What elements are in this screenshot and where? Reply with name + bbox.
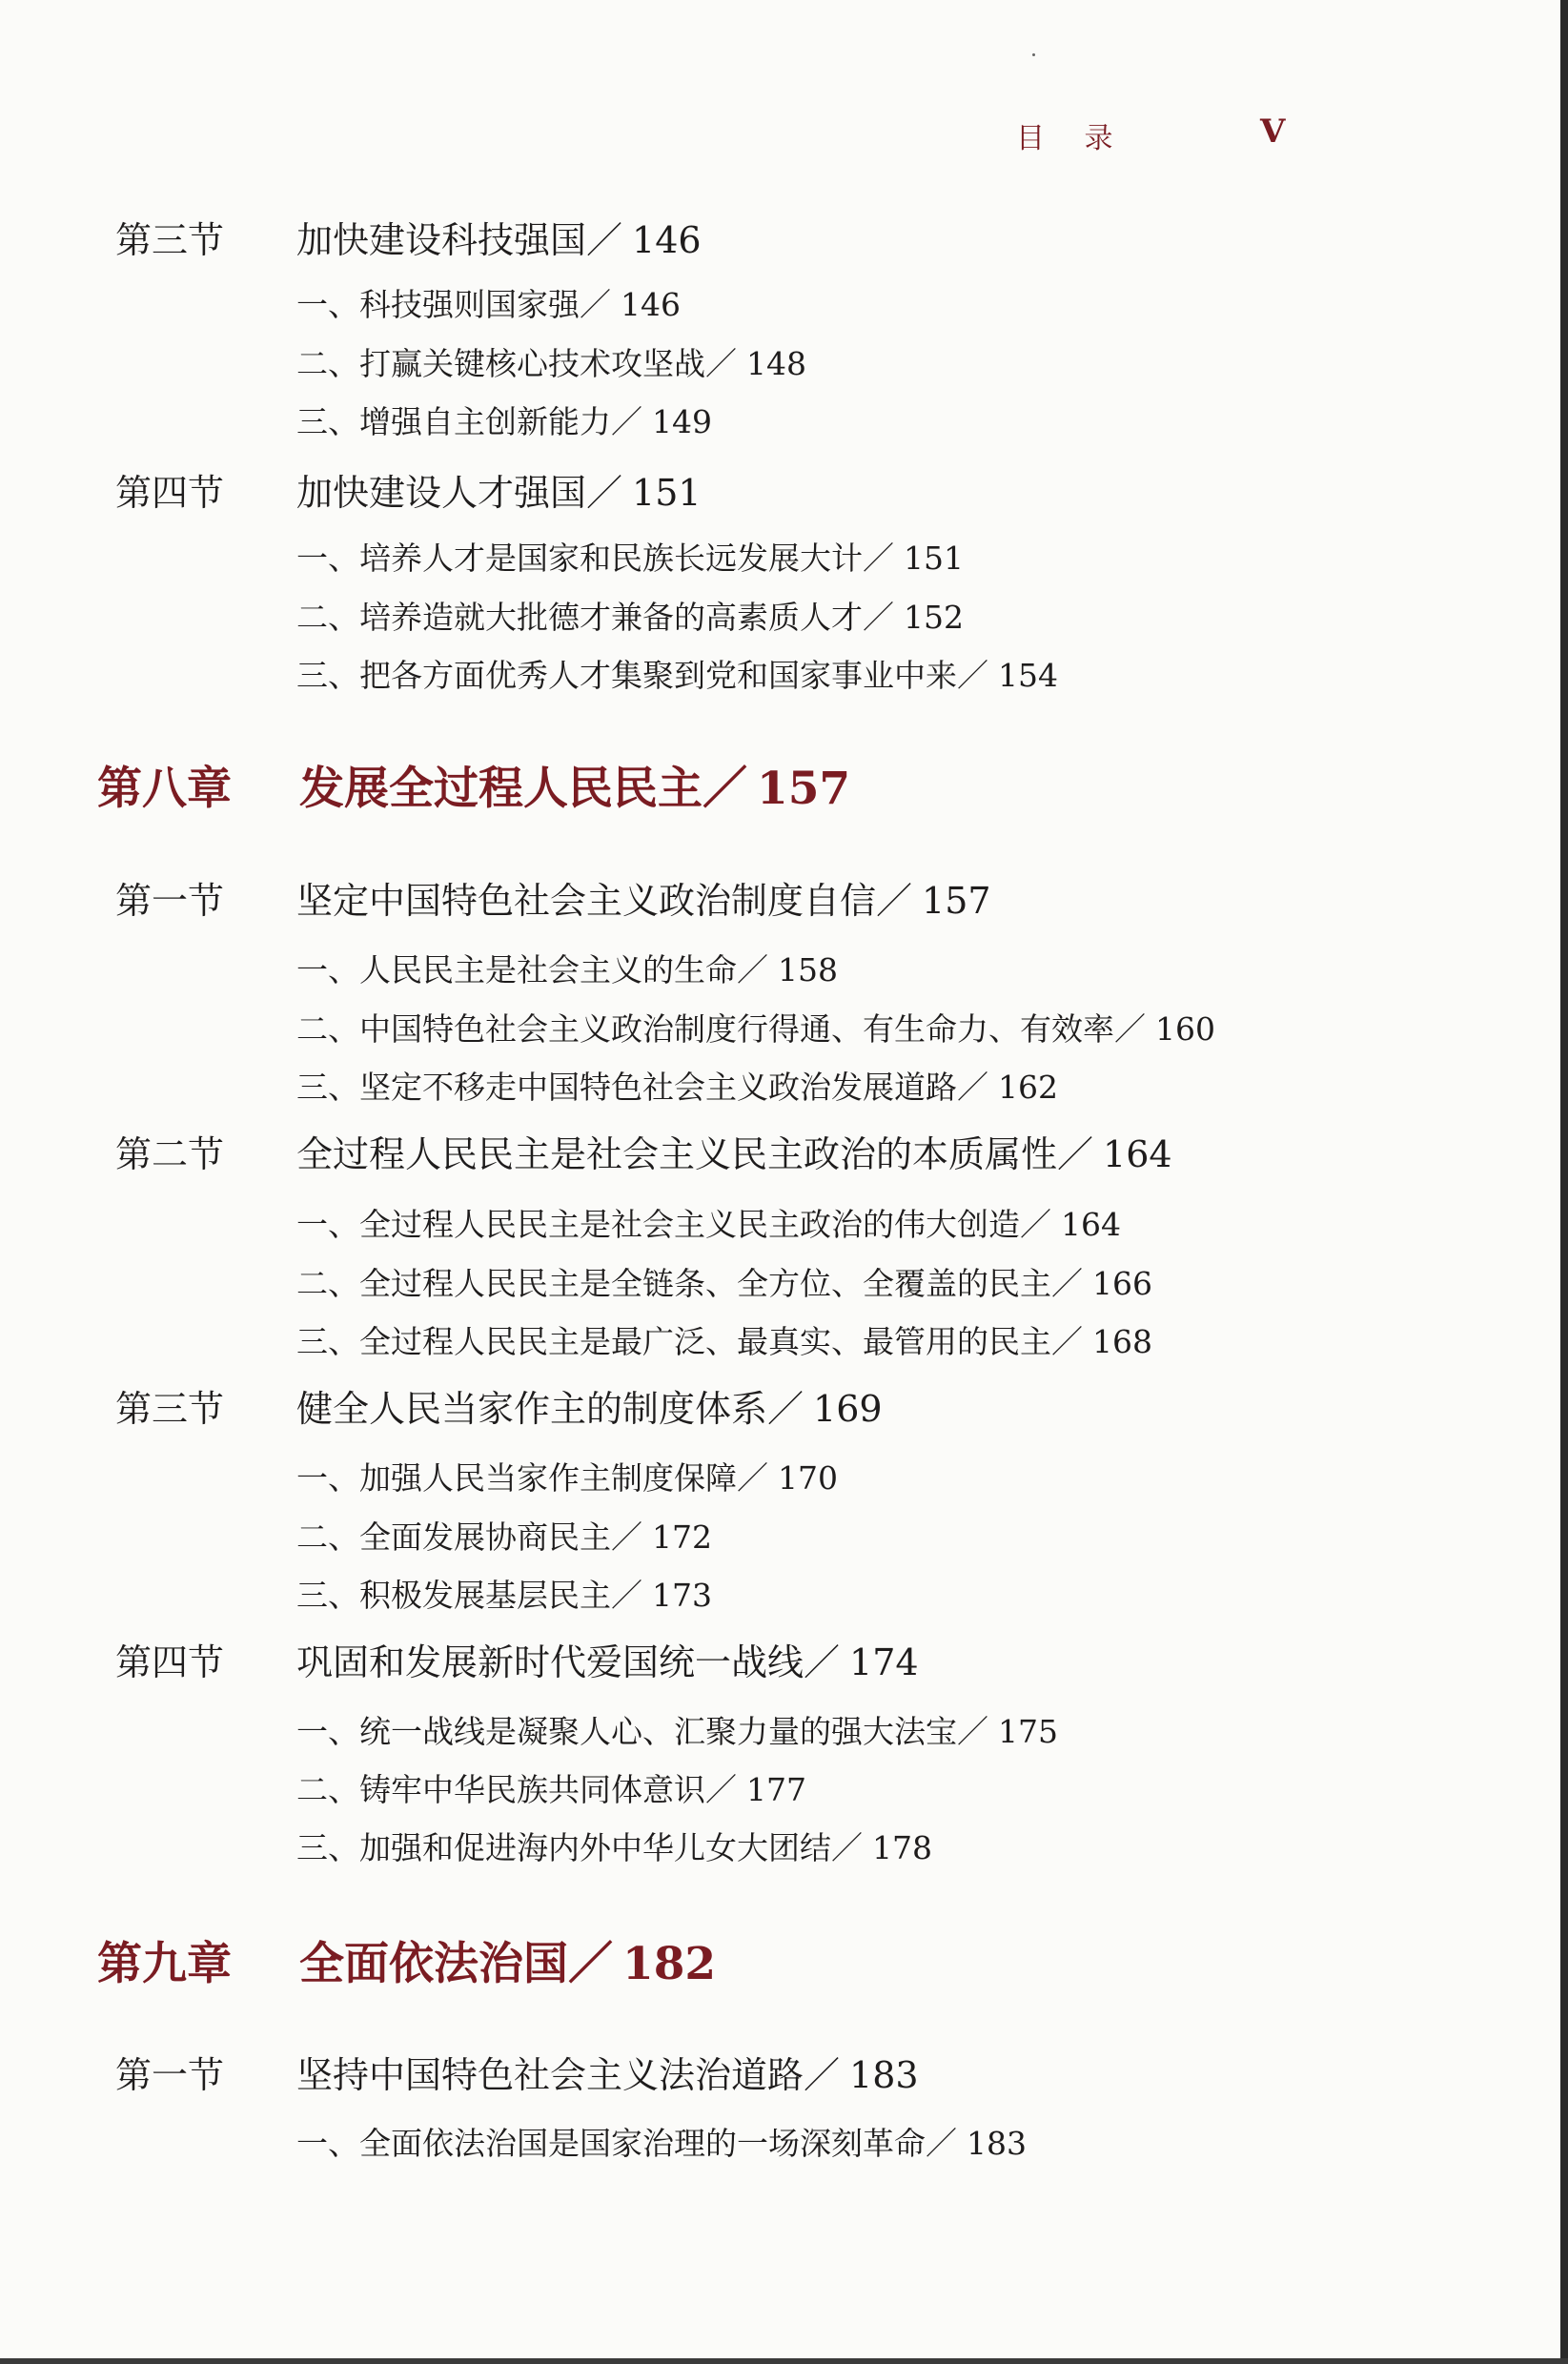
toc-section-title-line bbox=[296, 1133, 1172, 1175]
page-separator: ／ bbox=[611, 1518, 642, 1556]
toc-title: 三、积极发展基层民主 bbox=[296, 1577, 611, 1614]
toc-chapter-title-line bbox=[299, 763, 850, 816]
toc-sub-title-line bbox=[296, 951, 838, 989]
toc-page-number: 162 bbox=[998, 1069, 1058, 1106]
page-separator: ／ bbox=[568, 1938, 613, 1990]
toc-page-number: 148 bbox=[746, 345, 806, 382]
toc-sub-title-line bbox=[296, 2125, 1027, 2163]
toc-page-number: 182 bbox=[622, 1938, 717, 1990]
toc-title: 三、增强自主创新能力 bbox=[296, 403, 611, 440]
page-separator: ／ bbox=[957, 657, 988, 694]
toc-title: 全面依法治国 bbox=[299, 1938, 568, 1990]
toc-section-label: 第一节 bbox=[115, 2054, 225, 2096]
toc-page-number: 154 bbox=[998, 657, 1058, 694]
toc-section-title-line bbox=[296, 880, 991, 922]
toc-title: 全过程人民民主是社会主义民主政治的本质属性 bbox=[296, 1133, 1058, 1175]
toc-page-number: 169 bbox=[813, 1388, 883, 1430]
page-separator: ／ bbox=[1057, 1133, 1094, 1175]
toc-title: 二、全面发展协商民主 bbox=[296, 1518, 611, 1556]
page-number: V bbox=[1260, 112, 1286, 151]
toc-page-number: 164 bbox=[1103, 1133, 1172, 1175]
toc-section-label: 第四节 bbox=[115, 1641, 225, 1683]
toc-title: 二、培养造就大批德才兼备的高素质人才 bbox=[296, 599, 863, 636]
page-separator: ／ bbox=[737, 951, 768, 988]
page-separator: ／ bbox=[863, 540, 894, 577]
page-separator: ／ bbox=[957, 1713, 988, 1750]
toc-section-title-line bbox=[296, 1641, 919, 1683]
toc-sub-title-line bbox=[296, 1577, 712, 1615]
toc-page-number: 178 bbox=[872, 1829, 932, 1866]
toc-page-number: 151 bbox=[632, 472, 702, 514]
toc-page-number: 177 bbox=[746, 1771, 806, 1808]
toc-section-title-line bbox=[296, 472, 702, 514]
toc-section-label: 第四节 bbox=[115, 472, 225, 514]
toc-page-number: 170 bbox=[778, 1459, 838, 1497]
page-separator: ／ bbox=[804, 1641, 841, 1683]
toc-sub-title-line bbox=[296, 1069, 1058, 1107]
toc-sub-title-line bbox=[296, 345, 806, 383]
toc-sub-title-line bbox=[296, 599, 964, 637]
toc-section-title-line bbox=[296, 2054, 919, 2096]
toc-title: 健全人民当家作主的制度体系 bbox=[296, 1388, 768, 1430]
toc-page-number: 173 bbox=[652, 1577, 712, 1614]
toc-section-title-line bbox=[296, 219, 702, 261]
toc-sub-title-line bbox=[296, 286, 681, 324]
page-separator: ／ bbox=[737, 1459, 768, 1497]
toc-sub-title-line bbox=[296, 1010, 1215, 1049]
toc-title: 一、全过程人民民主是社会主义民主政治的伟大创造 bbox=[296, 1206, 1020, 1243]
toc-title: 一、人民民主是社会主义的生命 bbox=[296, 951, 737, 988]
toc-page-number: 172 bbox=[652, 1518, 712, 1556]
page-separator: ／ bbox=[611, 1577, 642, 1614]
toc-page-number: 174 bbox=[849, 1641, 919, 1683]
toc-page-number: 151 bbox=[904, 540, 964, 577]
page-separator: ／ bbox=[876, 880, 913, 922]
toc-title: 一、加强人民当家作主制度保障 bbox=[296, 1459, 737, 1497]
toc-page-number: 149 bbox=[652, 403, 712, 440]
toc-section-label: 第三节 bbox=[115, 1388, 225, 1430]
toc-sub-title-line bbox=[296, 1265, 1152, 1303]
toc-sub-title-line bbox=[296, 1206, 1121, 1244]
toc-chapter-label: 第九章 bbox=[97, 1938, 232, 1990]
toc-page-number: 146 bbox=[621, 286, 681, 323]
toc-section-title-line bbox=[296, 1388, 883, 1430]
toc-page-number: 166 bbox=[1092, 1265, 1152, 1302]
page-separator: ／ bbox=[586, 219, 623, 261]
toc-title: 三、加强和促进海内外中华儿女大团结 bbox=[296, 1829, 831, 1866]
toc-sub-title-line bbox=[296, 1829, 932, 1867]
toc-title: 三、把各方面优秀人才集聚到党和国家事业中来 bbox=[296, 657, 957, 694]
toc-sub-title-line bbox=[296, 1713, 1058, 1751]
toc-title: 三、坚定不移走中国特色社会主义政治发展道路 bbox=[296, 1069, 957, 1106]
toc-page-number: 146 bbox=[632, 219, 702, 261]
toc-chapter-label: 第八章 bbox=[97, 763, 232, 815]
toc-title: 二、铸牢中华民族共同体意识 bbox=[296, 1771, 705, 1808]
page-separator: ／ bbox=[831, 1829, 863, 1866]
toc-page-number: 158 bbox=[778, 951, 838, 988]
toc-sub-title-line bbox=[296, 1771, 806, 1809]
page-separator: ／ bbox=[705, 345, 737, 382]
toc-title: 巩固和发展新时代爱国统一战线 bbox=[296, 1641, 804, 1683]
page-separator: ／ bbox=[1051, 1323, 1083, 1360]
toc-title: 三、全过程人民民主是最广泛、最真实、最管用的民主 bbox=[296, 1323, 1051, 1360]
toc-section-label: 第一节 bbox=[115, 880, 225, 922]
toc-title: 二、中国特色社会主义政治制度行得通、有生命力、有效率 bbox=[296, 1010, 1114, 1048]
toc-page-number: 183 bbox=[849, 2054, 919, 2096]
toc-title: 坚定中国特色社会主义政治制度自信 bbox=[296, 880, 877, 922]
toc-sub-title-line bbox=[296, 657, 1058, 695]
toc-chapter-title-line bbox=[299, 1938, 716, 1991]
toc-page-number: 160 bbox=[1155, 1010, 1215, 1048]
toc-section-label: 第三节 bbox=[115, 219, 225, 261]
toc-section-label: 第二节 bbox=[115, 1133, 225, 1175]
toc-title: 二、全过程人民民主是全链条、全方位、全覆盖的民主 bbox=[296, 1265, 1051, 1302]
toc-title: 坚持中国特色社会主义法治道路 bbox=[296, 2054, 804, 2096]
toc-page-number: 168 bbox=[1092, 1323, 1152, 1360]
page-separator: ／ bbox=[586, 472, 623, 514]
toc-page-number: 175 bbox=[998, 1713, 1058, 1750]
page-separator: ／ bbox=[863, 599, 894, 636]
toc-page-number: 183 bbox=[967, 2125, 1027, 2162]
toc-page-number: 157 bbox=[922, 880, 991, 922]
page-separator: ／ bbox=[1114, 1010, 1146, 1048]
running-header-title: 目 录 bbox=[1016, 122, 1129, 155]
page-separator: ／ bbox=[804, 2054, 841, 2096]
toc-title: 一、全面依法治国是国家治理的一场深刻革命 bbox=[296, 2125, 926, 2162]
toc-title: 加快建设人才强国 bbox=[296, 472, 587, 514]
page-separator: ／ bbox=[611, 403, 642, 440]
toc-title: 发展全过程人民民主 bbox=[299, 763, 703, 815]
toc-title: 一、培养人才是国家和民族长远发展大计 bbox=[296, 540, 863, 577]
toc-title: 加快建设科技强国 bbox=[296, 219, 587, 261]
toc-title: 一、科技强则国家强 bbox=[296, 286, 580, 323]
page-separator: ／ bbox=[703, 763, 747, 815]
toc-sub-title-line bbox=[296, 403, 712, 441]
toc-title: 二、打赢关键核心技术攻坚战 bbox=[296, 345, 705, 382]
page-separator: ／ bbox=[705, 1771, 737, 1808]
toc-sub-title-line bbox=[296, 540, 964, 578]
page-separator: ／ bbox=[580, 286, 611, 323]
toc-sub-title-line bbox=[296, 1323, 1152, 1361]
toc-sub-title-line bbox=[296, 1518, 712, 1557]
page-separator: ／ bbox=[926, 2125, 957, 2162]
toc-page-number: 152 bbox=[904, 599, 964, 636]
toc-title: 一、统一战线是凝聚人心、汇聚力量的强大法宝 bbox=[296, 1713, 957, 1750]
toc-page-number: 157 bbox=[757, 763, 851, 815]
page-separator: ／ bbox=[1020, 1206, 1051, 1243]
page-separator: ／ bbox=[957, 1069, 988, 1106]
toc-page-number: 164 bbox=[1061, 1206, 1121, 1243]
page-separator: ／ bbox=[1051, 1265, 1083, 1302]
toc-sub-title-line bbox=[296, 1459, 838, 1498]
page-separator: ／ bbox=[767, 1388, 804, 1430]
